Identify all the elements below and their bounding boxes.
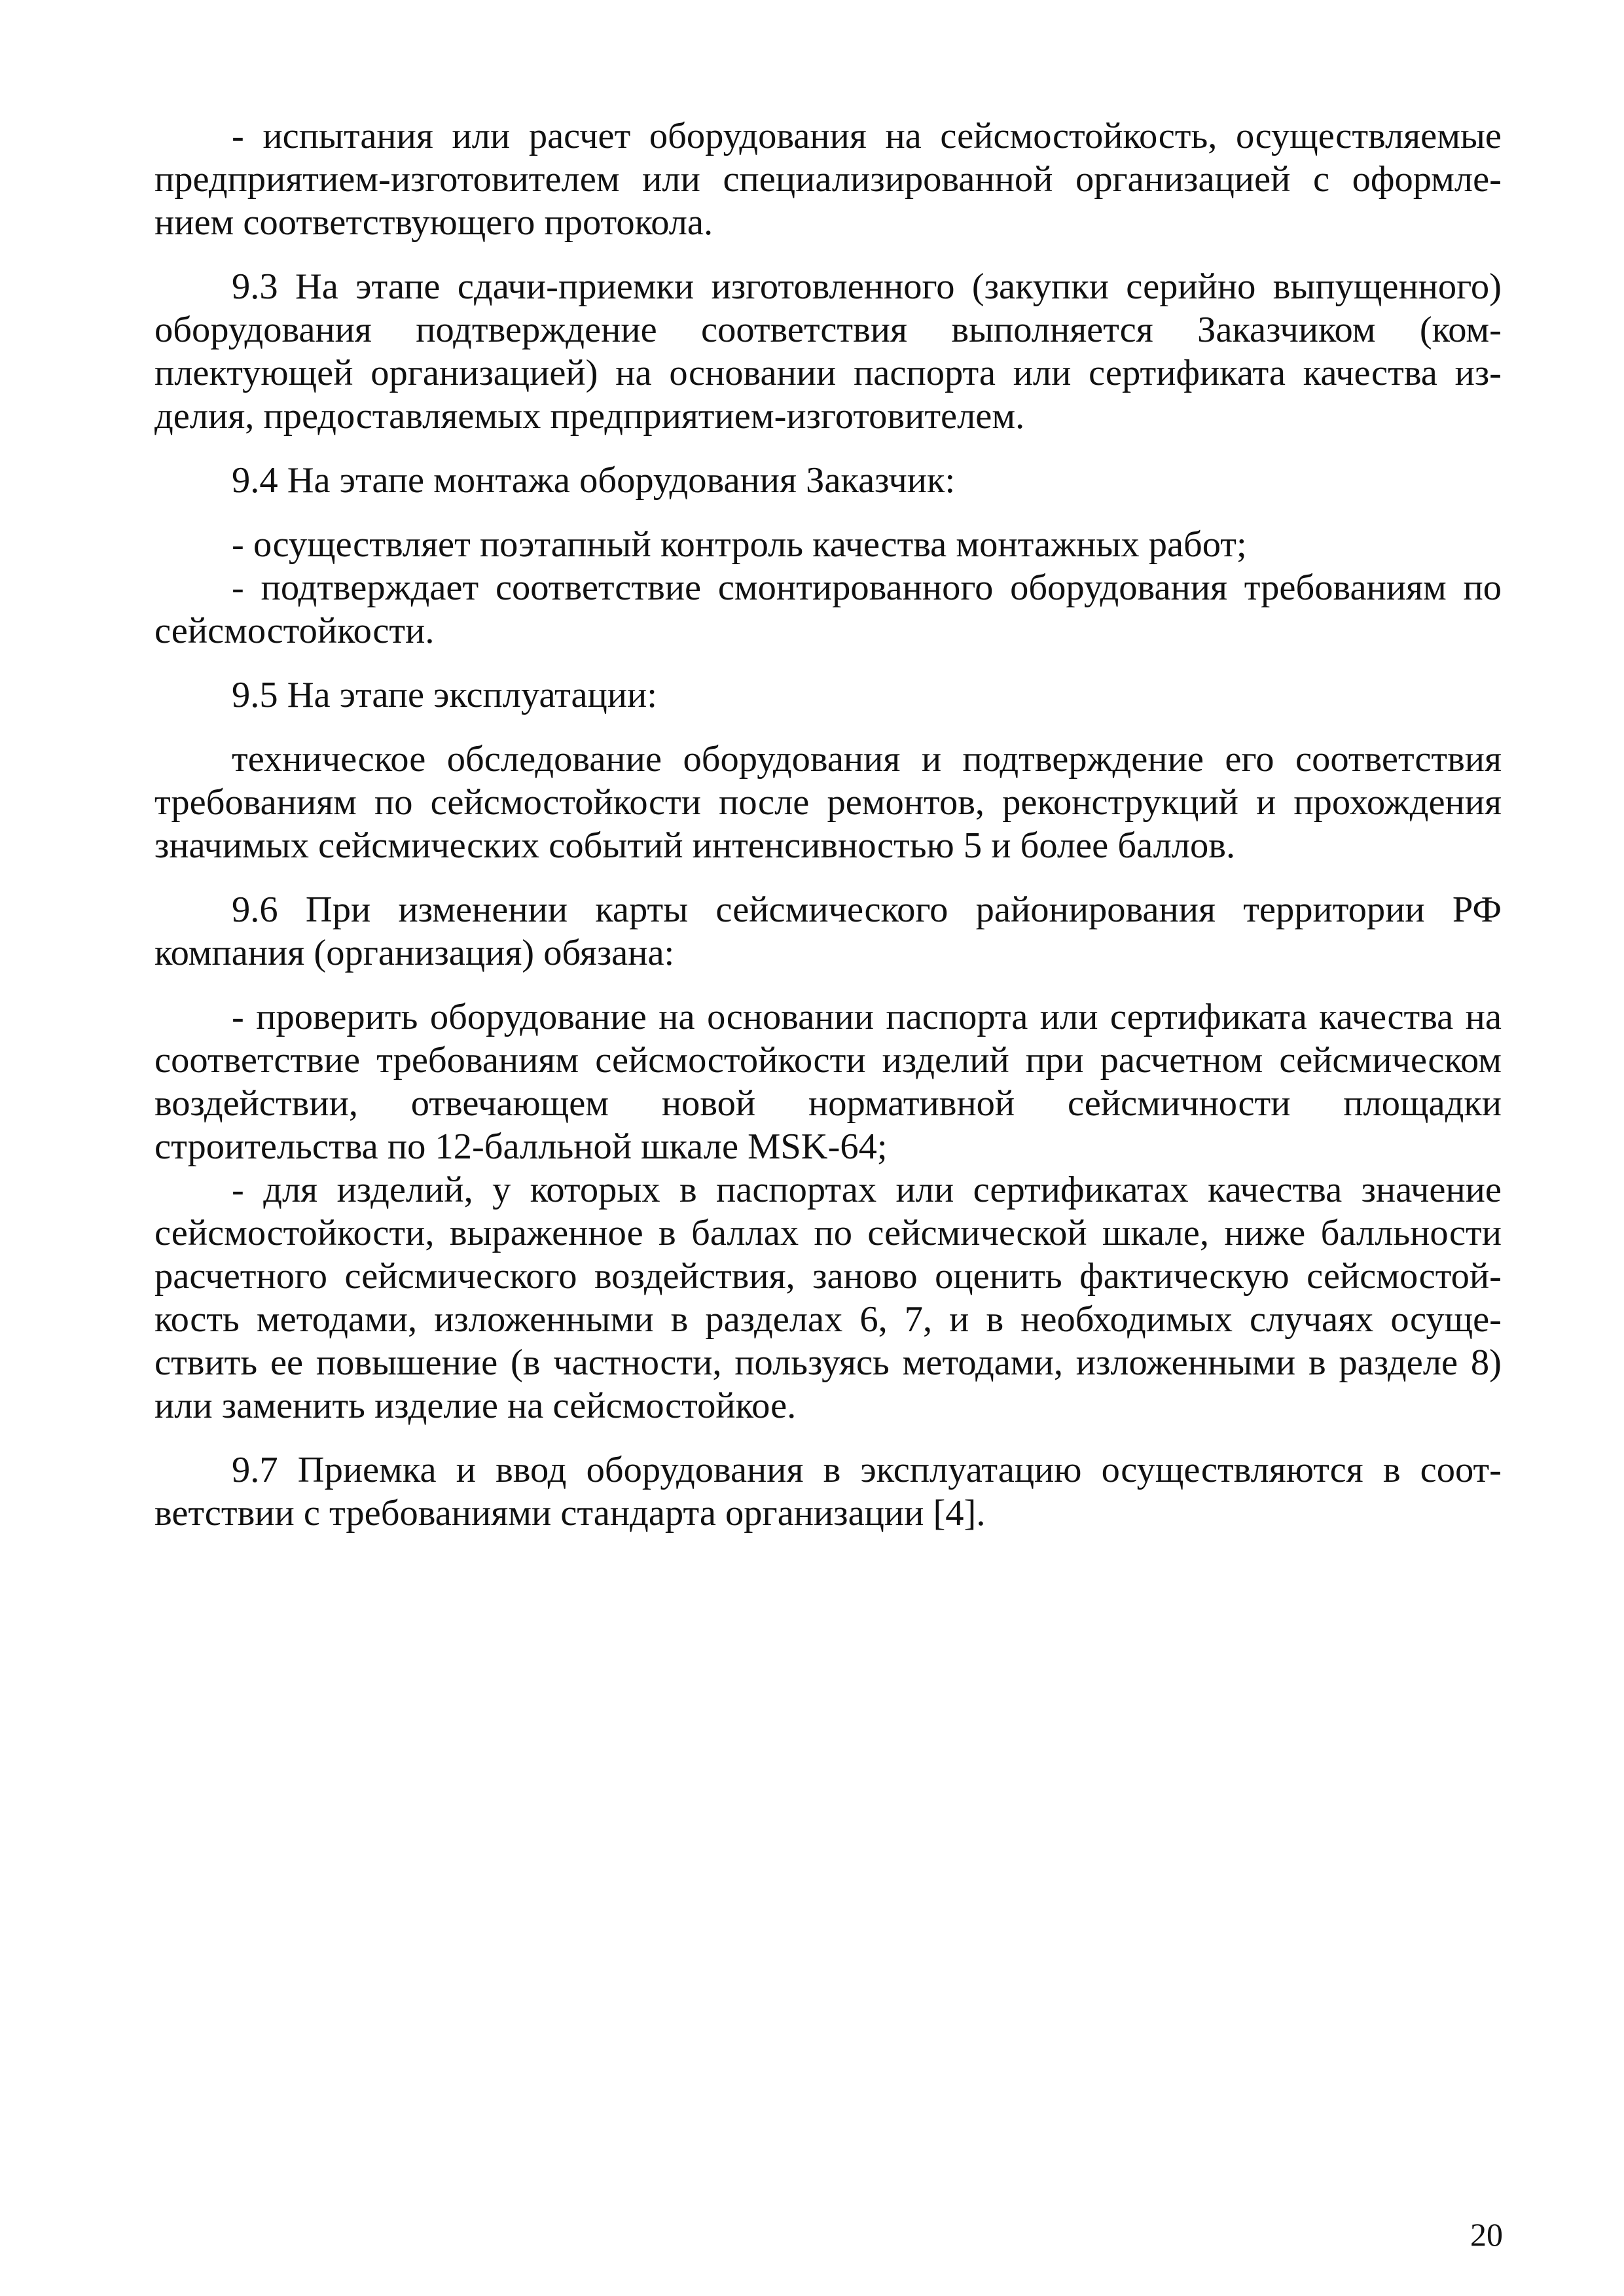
- list-item-quality-control: - осуществляет поэтапный контроль качества монтажных работ;: [232, 524, 1247, 565]
- paragraph-9-4: 9.4 На этапе монтажа оборудования Заказчик:: [232, 460, 956, 501]
- list-item-reassess-products: - для изделий, у которых в паспортах или сертификатах качества значение сейсмостойкости, выраженное в баллах по сейсмической шкале, ниже балльности расчетного сейсмического воздействия, заново оценить фактическую сейсмостойкость методами, изложенными в разделах 6, 7, и в необходимых случаях осуществить ее повышение (в частности, пользуясь методами, изложенными в разделе 8) или заменить изделие на сейсмостойкое.: [154, 1170, 1502, 1426]
- paragraph-9-7: 9.7 Приемка и ввод оборудования в эксплуатацию осуществляются в соответствии с требованиями стандарта организации [4].: [154, 1450, 1502, 1534]
- page-number: 20: [1470, 2216, 1503, 2253]
- page-body: [154, 115, 1502, 1535]
- paragraph-9-6: 9.6 При изменении карты сейсмического районирования территории РФ компания (организация) обязана:: [154, 889, 1502, 973]
- list-item-confirm-compliance: - подтверждает соответствие смонтированного оборудования требованиям по сейсмостойкости.: [154, 567, 1502, 651]
- paragraph-testing-item: - испытания или расчет оборудования на сейсмостойкость, осуществляемые предприятием-изготовителем или специализированной организацией с оформлением соответствующего протокола.: [154, 116, 1502, 243]
- paragraph-technical-inspection: техническое обследование оборудования и подтверждение его соответствия требованиям по сейсмостойкости после ремонтов, реконструкций и прохождения значимых сейсмических событий интенсивностью 5 и более баллов.: [154, 739, 1502, 866]
- paragraph-9-5: 9.5 На этапе эксплуатации:: [232, 675, 657, 715]
- list-item-check-equipment: - проверить оборудование на основании паспорта или сертификата качества на соответствие требованиям сейсмостойкости изделий при расчетном сейсмическом воздействии, отвечающем новой нормативной сейсмичности площадки строительства по 12-балльной шкале MSK-64;: [154, 997, 1502, 1167]
- paragraph-9-3: 9.3 На этапе сдачи-приемки изготовленного (закупки серийно выпущенного) оборудования подтверждение соответствия выполняется Заказчиком (комплектующей организацией) на основании паспорта или сертификата качества изделия, предоставляемых предприятием-изготовителем.: [154, 266, 1502, 437]
